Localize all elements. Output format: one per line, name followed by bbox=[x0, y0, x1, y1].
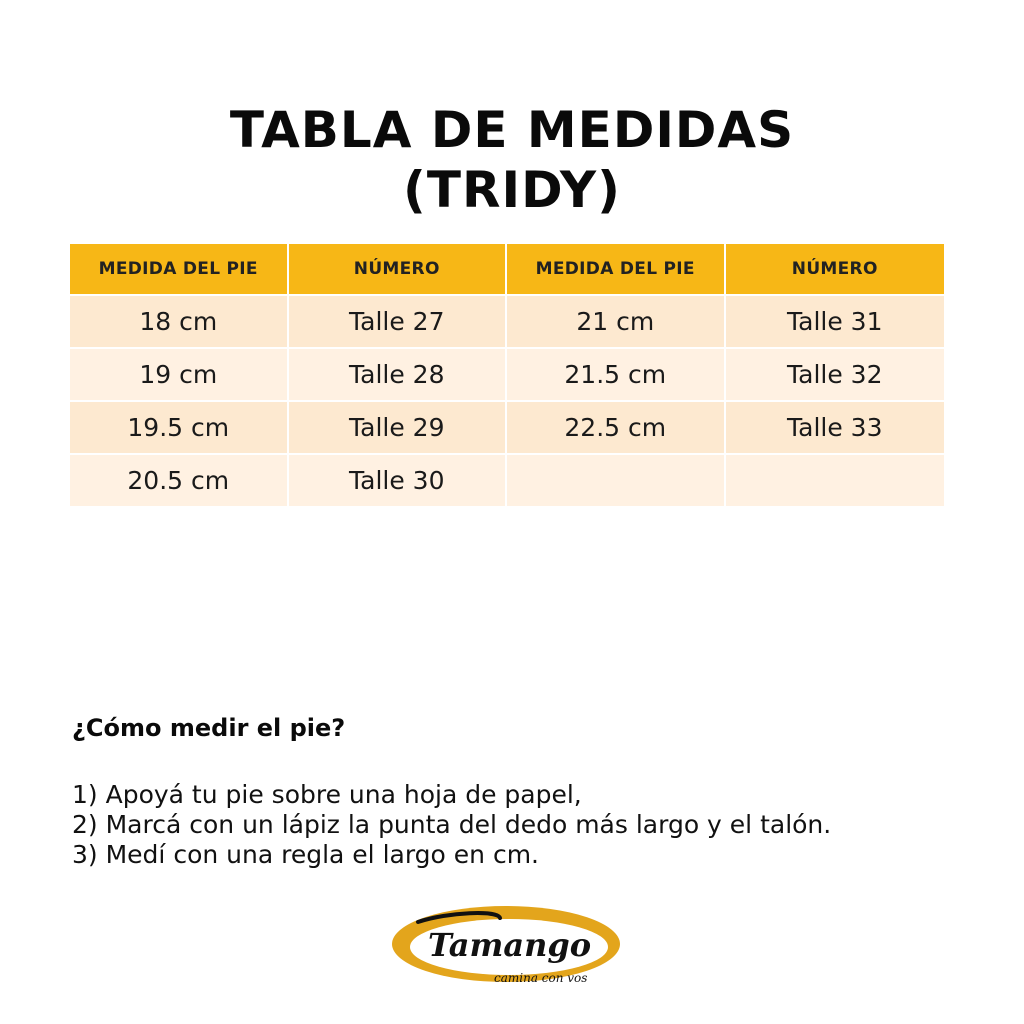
table-row bbox=[70, 402, 944, 455]
table-cell: Talle 29 bbox=[289, 402, 508, 455]
table-cell: Talle 31 bbox=[726, 296, 945, 349]
logo-tagline: camina con vos bbox=[494, 971, 588, 985]
table-cell: 21.5 cm bbox=[507, 349, 726, 402]
table-row bbox=[70, 349, 944, 402]
table-cell: Talle 30 bbox=[289, 455, 508, 508]
table-cell: 18 cm bbox=[70, 296, 289, 349]
table-cell: 19 cm bbox=[70, 349, 289, 402]
header-number-2: NÚMERO bbox=[726, 244, 945, 296]
howto-steps bbox=[72, 780, 831, 870]
page-title bbox=[0, 100, 1024, 220]
table-row bbox=[70, 455, 944, 508]
title-line-2: (TRIDY) bbox=[403, 161, 621, 219]
table-cell: 22.5 cm bbox=[507, 402, 726, 455]
size-table bbox=[70, 244, 944, 508]
table-cell: 21 cm bbox=[507, 296, 726, 349]
list-item: 2) Marcá con un lápiz la punta del dedo más largo y el talón. bbox=[72, 810, 832, 839]
header-number-1: NÚMERO bbox=[289, 244, 508, 296]
title-line-1: TABLA DE MEDIDAS bbox=[229, 101, 795, 159]
header-foot-size-1: MEDIDA DEL PIE bbox=[70, 244, 289, 296]
howto-title: ¿Cómo medir el pie? bbox=[72, 714, 346, 742]
table-cell: Talle 27 bbox=[289, 296, 508, 349]
table-cell: 19.5 cm bbox=[70, 402, 289, 455]
table-cell: Talle 32 bbox=[726, 349, 945, 402]
table-header-row bbox=[70, 244, 944, 296]
header-foot-size-2: MEDIDA DEL PIE bbox=[507, 244, 726, 296]
table-cell: Talle 28 bbox=[289, 349, 508, 402]
tamango-logo bbox=[388, 900, 628, 996]
table-cell bbox=[507, 455, 726, 508]
table-cell: Talle 33 bbox=[726, 402, 945, 455]
list-item: 1) Apoyá tu pie sobre una hoja de papel, bbox=[72, 780, 582, 809]
table-cell: 20.5 cm bbox=[70, 455, 289, 508]
table-cell bbox=[726, 455, 945, 508]
list-item: 3) Medí con una regla el largo en cm. bbox=[72, 840, 540, 869]
table-row bbox=[70, 296, 944, 349]
logo-brand: Tamango bbox=[428, 926, 592, 964]
